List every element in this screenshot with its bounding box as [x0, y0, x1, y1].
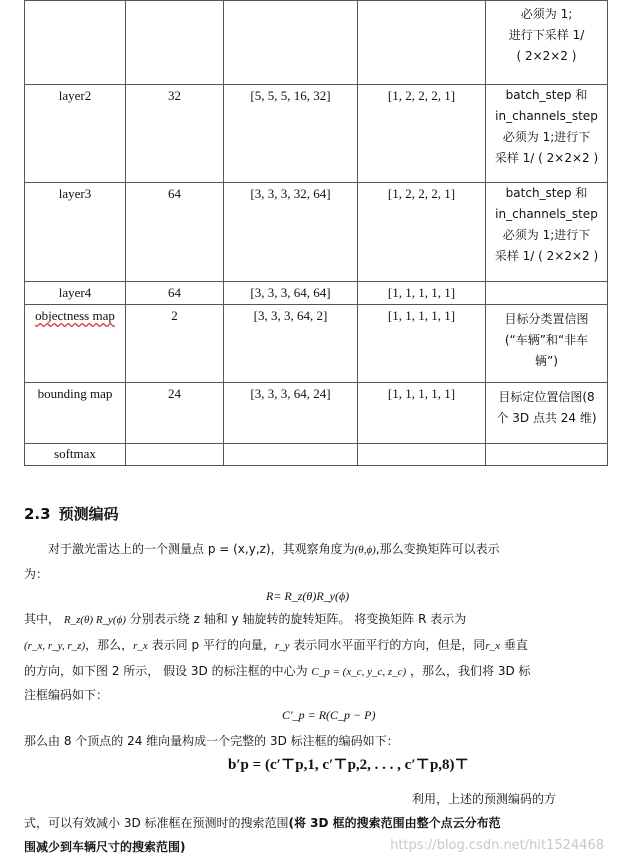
angle-symbol: (θ,ϕ) [354, 544, 376, 556]
layer-name: layer3 [25, 183, 126, 282]
section-number: 2.3 [24, 505, 51, 523]
paragraph-6: 利用，上述的预测编码的方 [412, 792, 557, 806]
filter-count: 2 [126, 305, 224, 383]
table-row [25, 383, 608, 444]
table-row [25, 183, 608, 282]
rotation-symbols: R_z(θ) R_y(ϕ) [63, 614, 126, 626]
kernel-shape: [3, 3, 3, 64, 2] [224, 305, 358, 383]
table-row [25, 282, 608, 305]
remark-cell: batch_step 和 in_channels_step 必须为 1;进行下 采样 1/ ( 2×2×2 ) [486, 183, 608, 282]
stride: [1, 1, 1, 1, 1] [358, 383, 486, 444]
remark-cell [486, 444, 608, 466]
stride: [1, 2, 2, 2, 1] [358, 85, 486, 183]
remark-cell: batch_step 和 in_channels_step 必须为 1;进行下 采样 1/ ( 2×2×2 ) [486, 85, 608, 183]
paragraph-7-cont: 围减少到车辆尺寸的搜索范围) [24, 840, 186, 854]
table-row [25, 305, 608, 383]
network-layer-table [24, 0, 608, 466]
paragraph-5: 那么由 8 个顶点的 24 维向量构成一个完整的 3D 标注框的编码如下： [24, 734, 399, 748]
filter-count: 64 [126, 183, 224, 282]
stride [358, 444, 486, 466]
section-heading [24, 503, 119, 524]
paragraph-1-cont: 为： [24, 567, 49, 581]
kernel-shape: [3, 3, 3, 32, 64] [224, 183, 358, 282]
layer-name: layer4 [25, 282, 126, 305]
paragraph-1: 对于激光雷达上的一个测量点 p = (x,y,z)，其观察角度为(θ,ϕ),那么变换矩阵可以表示 [48, 542, 500, 556]
remark-cell [486, 282, 608, 305]
stride: [1, 1, 1, 1, 1] [358, 305, 486, 383]
paragraph-2: 其中， R_z(θ) R_y(ϕ) 分别表示绕 z 轴和 y 轴旋转的旋转矩阵。 将变换矩阵 R 表示为 [24, 612, 467, 626]
kernel-shape [224, 444, 358, 466]
layer-name: softmax [25, 444, 126, 466]
section-title: 预测编码 [58, 505, 119, 523]
layer-name: layer2 [25, 85, 126, 183]
paragraph-4: 的方向，如下图 2 所示， 假设 3D 的标注框的中心为 C_p = (x_c, y_c, z_c) ，那么，我们将 3D 标 [24, 664, 531, 678]
paragraph-3: (r_x, r_y, r_z)，那么，r_x 表示同 p 平行的向量，r_y 表示同水平面平行的方向，但是，同r_x 垂直 [24, 638, 528, 652]
filter-count: 32 [126, 85, 224, 183]
remark-cell: 目标分类置信图 (“车辆”和“非车 辆”) [486, 305, 608, 383]
filter-count: 24 [126, 383, 224, 444]
table-row [25, 444, 608, 466]
paragraph-4-cont: 注框编码如下： [24, 688, 109, 702]
r-vector-symbol: (r_x, r_y, r_z) [24, 640, 86, 652]
paragraph-7: 式，可以有效减小 3D 标准框在预测时的搜索范围(将 3D 框的搜索范围由整个点云分布范 [24, 816, 501, 830]
kernel-shape: [3, 3, 3, 64, 64] [224, 282, 358, 305]
equation-box-encoding: b′p = (c′⊤p,1, c′⊤p,2, . . . , c′⊤p,8)⊤ [228, 757, 469, 773]
equation-encoding: C′_p = R(C_p − P) [282, 708, 376, 722]
table-row [25, 85, 608, 183]
equation-rotation: R= R_z(θ)R_y(ϕ) [266, 589, 350, 603]
stride: [1, 2, 2, 2, 1] [358, 183, 486, 282]
kernel-shape: [3, 3, 3, 64, 24] [224, 383, 358, 444]
table-row [25, 1, 608, 85]
watermark: https://blog.csdn.net/hit1524468 [390, 838, 604, 853]
remark-cell: 必须为 1; 进行下采样 1/ ( 2×2×2 ) [486, 1, 608, 85]
remark-cell: 目标定位置信图(8 个 3D 点共 24 维) [486, 383, 608, 444]
stride: [1, 1, 1, 1, 1] [358, 282, 486, 305]
center-symbol: C_p = (x_c, y_c, z_c) [311, 666, 407, 678]
layer-name: objectness map [25, 305, 126, 383]
layer-name: bounding map [25, 383, 126, 444]
filter-count [126, 444, 224, 466]
filter-count: 64 [126, 282, 224, 305]
kernel-shape: [5, 5, 5, 16, 32] [224, 85, 358, 183]
